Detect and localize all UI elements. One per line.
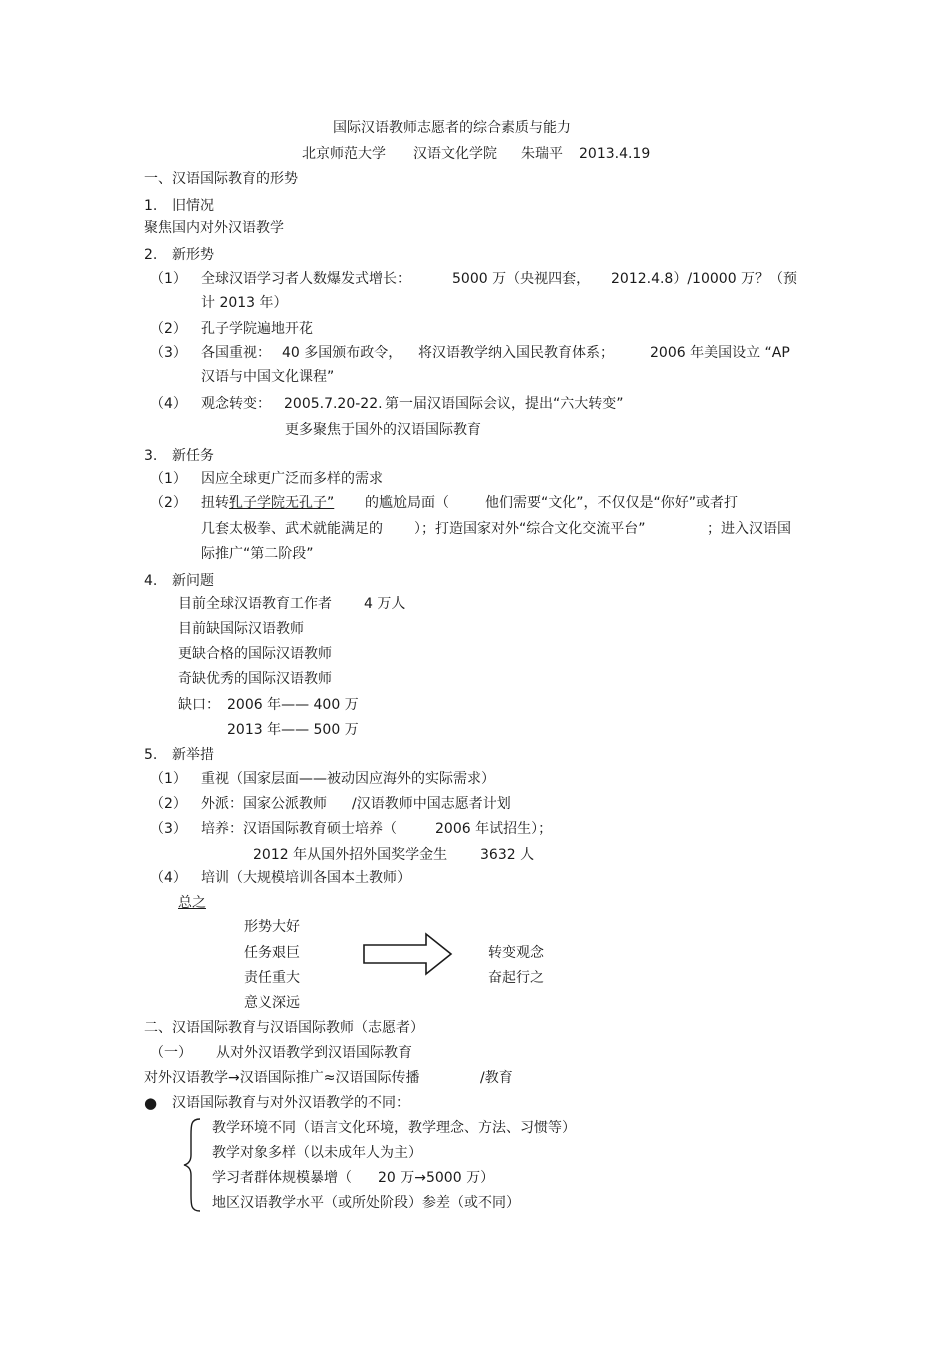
- byline-date: 2013.4.19: [579, 146, 651, 162]
- summary-left-item: 形势大好: [244, 919, 300, 935]
- item-text: 2012 年从国外招外国奖学金生: [253, 847, 448, 863]
- problem-line: 目前全球汉语教育工作者: [178, 596, 332, 612]
- item-text: 5000 万（央视四套，: [452, 271, 591, 287]
- point-label-2: 2.: [144, 247, 158, 263]
- item-text: /汉语教师中国志愿者计划: [352, 796, 511, 812]
- item-text: 各国重视：: [201, 345, 271, 361]
- item-text: 计 2013 年）: [201, 295, 288, 311]
- item-text: 第一届汉语国际会议，提出“六大转变”: [385, 396, 624, 412]
- brace-item: 地区汉语教学水平（或所处阶段）参差（或不同）: [212, 1195, 520, 1211]
- problem-line: 奇缺优秀的国际汉语教师: [178, 671, 332, 687]
- left-brace-icon: [182, 1117, 204, 1213]
- item-text: 观念转变：: [201, 396, 271, 412]
- section-heading-2: 二、汉语国际教育与汉语国际教师（志愿者）: [144, 1020, 424, 1036]
- problem-line: 2013 年—— 500 万: [227, 722, 359, 738]
- section-heading-1: 一、汉语国际教育的形势: [144, 171, 298, 187]
- item-text: 2012.4.8）/10000 万？（预: [611, 271, 798, 287]
- point-label-5: 5.: [144, 747, 158, 763]
- problem-line: 2006 年—— 400 万: [227, 697, 359, 713]
- item-num: （1）: [150, 471, 187, 487]
- item-text: 3632 人: [480, 847, 535, 863]
- problem-line: 目前缺国际汉语教师: [178, 621, 304, 637]
- summary-label: 总之: [178, 895, 206, 911]
- summary-left-item: 意义深远: [244, 995, 300, 1011]
- item-num: （2）: [150, 321, 187, 337]
- point-title-1: 旧情况: [172, 198, 214, 214]
- item-text: 培养：汉语国际教育硕士培养（: [201, 821, 397, 837]
- summary-right-item: 转变观念: [488, 945, 544, 961]
- subsection-num: （一）: [150, 1045, 192, 1061]
- point-label-4: 4.: [144, 573, 158, 589]
- item-text: 更多聚焦于国外的汉语国际教育: [285, 422, 481, 438]
- item-text: ；进入汉语国: [707, 521, 791, 537]
- bullet-text: 汉语国际教育与对外汉语教学的不同：: [172, 1095, 410, 1111]
- brace-item: 教学环境不同（语言文化环境，教学理念、方法、习惯等）: [212, 1120, 576, 1136]
- item-text: 40 多国颁布政令，: [282, 345, 403, 361]
- byline-author: 朱瑞平: [521, 146, 563, 162]
- item-text: 将汉语教学纳入国民教育体系；: [418, 345, 614, 361]
- summary-left-item: 任务艰巨: [244, 945, 300, 961]
- item-text: 培训（大规模培训各国本土教师）: [201, 870, 411, 886]
- item-text: ）；打造国家对外“综合文化交流平台”: [414, 521, 646, 537]
- item-num: （4）: [150, 396, 187, 412]
- point-label-3: 3.: [144, 448, 158, 464]
- point-title-5: 新举措: [172, 747, 214, 763]
- item-num: （1）: [150, 771, 187, 787]
- item-text: 汉语与中国文化课程”: [201, 369, 335, 385]
- problem-line: 4 万人: [364, 596, 406, 612]
- point-title-4: 新问题: [172, 573, 214, 589]
- byline-university: 北京师范大学: [302, 146, 386, 162]
- byline-college: 汉语文化学院: [413, 146, 497, 162]
- item-text: 全球汉语学习者人数爆发式增长：: [201, 271, 411, 287]
- problem-line: 更缺合格的国际汉语教师: [178, 646, 332, 662]
- summary-right-item: 奋起行之: [488, 970, 544, 986]
- item-text: 重视（国家层面——被动因应海外的实际需求）: [201, 771, 495, 787]
- item-text: 几套太极拳、武术就能满足的: [201, 521, 383, 537]
- bullet-icon: ●: [144, 1094, 158, 1112]
- right-arrow-icon: [362, 932, 454, 976]
- item-num: （3）: [150, 821, 187, 837]
- brace-item: 20 万→5000 万）: [378, 1170, 495, 1186]
- brace-item: 教学对象多样（以未成年人为主）: [212, 1145, 422, 1161]
- item-text: 的尴尬局面（: [365, 495, 449, 511]
- item-text: 因应全球更广泛而多样的需求: [201, 471, 383, 487]
- item-text: 际推广“第二阶段”: [201, 546, 314, 562]
- transition-line: 对外汉语教学→汉语国际推广≈汉语国际传播: [144, 1070, 420, 1086]
- document-title: 国际汉语教师志愿者的综合素质与能力: [333, 120, 571, 136]
- problem-line: 缺口：: [178, 697, 220, 713]
- item-text: 他们需要“文化”，不仅仅是“你好”或者打: [485, 495, 739, 511]
- item-text: 扭转“: [201, 495, 237, 511]
- item-text: 2006 年试招生）；: [435, 821, 553, 837]
- point-label-1: 1.: [144, 198, 158, 214]
- item-num: （2）: [150, 796, 187, 812]
- subsection-title: 从对外汉语教学到汉语国际教育: [216, 1045, 412, 1061]
- item-text: 孔子学院遍地开花: [201, 321, 313, 337]
- point-title-3: 新任务: [172, 448, 214, 464]
- item-num: （2）: [150, 495, 187, 511]
- item-num: （3）: [150, 345, 187, 361]
- summary-left-item: 责任重大: [244, 970, 300, 986]
- item-text-underlined: 孔子学院无孔子”: [229, 495, 335, 511]
- item-text: 2005.7.20-22.: [284, 396, 383, 412]
- brace-item: 学习者群体规模暴增（: [212, 1170, 352, 1186]
- item-num: （4）: [150, 870, 187, 886]
- item-text: 外派：国家公派教师: [201, 796, 327, 812]
- item-text: 2006 年美国设立 “AP: [650, 345, 790, 361]
- point-title-2: 新形势: [172, 247, 214, 263]
- transition-line: /教育: [480, 1070, 513, 1086]
- point-text-1: 聚焦国内对外汉语教学: [144, 220, 284, 236]
- item-num: （1）: [150, 271, 187, 287]
